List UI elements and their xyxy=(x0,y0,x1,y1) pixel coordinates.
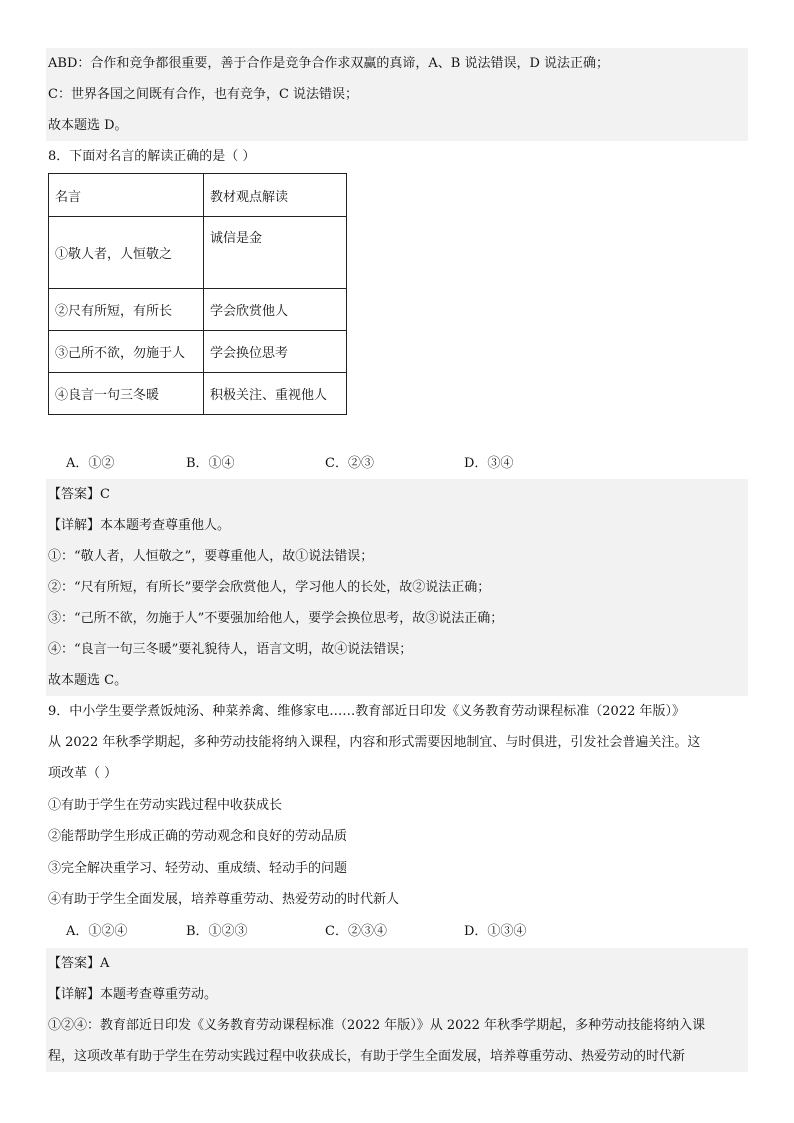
q9-option-b: B．①②③ xyxy=(186,924,248,939)
table-cell-quote: ②尺有所短，有所长 xyxy=(49,289,204,331)
q8-explain-line: ③：“己所不欲，勿施于人”不要强加给他人，要学会换位思考，故③说法正确； xyxy=(48,611,504,626)
q8-option-c: C．②③ xyxy=(325,456,374,471)
q9-options xyxy=(48,916,648,947)
q8-explain-line: ②：“尺有所短，有所长”要学会欣赏他人，学习他人的长处，故②说法正确； xyxy=(48,580,491,595)
q8-options xyxy=(48,448,648,479)
q9-statement: ④有助于学生全面发展，培养尊重劳动、热爱劳动的时代新人 xyxy=(48,892,400,907)
q8-explain-line: ①：“敬人者，人恒敬之”，要尊重他人，故①说法错误； xyxy=(48,549,374,564)
table-cell-interpretation: 学会欣赏他人 xyxy=(204,289,347,331)
q8-option-a: A．①② xyxy=(66,456,115,471)
table-cell-interpretation: 积极关注、重视他人 xyxy=(204,373,347,415)
q8-explain-line: 故本题选 C。 xyxy=(48,673,128,688)
q9-option-d: D．①③④ xyxy=(464,924,527,939)
table-header-row xyxy=(49,174,347,217)
q9-stem-line: 项改革（ ） xyxy=(48,766,118,781)
q8-answer: 【答案】C xyxy=(48,487,110,502)
table-row xyxy=(49,217,347,289)
q7-explain-line-1: ABD：合作和竞争都很重要，善于合作是竞争合作求双赢的真谛，A、B 说法错误，D 说法正确； xyxy=(48,56,609,71)
table-cell-quote: ①敬人者，人恒敬之 xyxy=(49,217,204,289)
q9-option-a: A．①②④ xyxy=(66,924,128,939)
q9-option-c: C．②③④ xyxy=(325,924,387,939)
table-cell-quote: ④良言一句三冬暖 xyxy=(49,373,204,415)
q7-explain-line-3: 故本题选 D。 xyxy=(48,118,128,133)
q8-explain-line: ④：“良言一句三冬暖”要礼貌待人，语言文明，故④说法错误； xyxy=(48,642,413,657)
q9-statement: ①有助于学生在劳动实践过程中收获成长 xyxy=(48,798,283,813)
table-row xyxy=(49,331,347,373)
table-cell-interpretation: 诚信是金 xyxy=(204,217,347,289)
q8-option-b: B．①④ xyxy=(186,456,235,471)
table-cell-quote: ③己所不欲，勿施于人 xyxy=(49,331,204,373)
table-header-interpretation: 教材观点解读 xyxy=(204,174,347,217)
q8-quote-table xyxy=(48,173,347,415)
table-cell-interpretation: 学会换位思考 xyxy=(204,331,347,373)
q8-explain-line: 【详解】本本题考查尊重他人。 xyxy=(48,518,231,533)
q9-answer: 【答案】A xyxy=(48,956,110,971)
q9-statement: ③完全解决重学习、轻劳动、重成绩、轻动手的问题 xyxy=(48,861,348,876)
q9-stem-line: 9．中小学生要学煮饭炖汤、种菜养禽、维修家电……教育部近日印发《义务教育劳动课程标准（2022 年版）》 xyxy=(48,704,685,719)
table-header-quote: 名言 xyxy=(49,174,204,217)
q9-explain-line: 程，这项改革有助于学生在劳动实践过程中收获成长，有助于学生全面发展，培养尊重劳动、热爱劳动的时代新 xyxy=(48,1049,686,1064)
table-row xyxy=(49,289,347,331)
q9-explain-line: 【详解】本题考查尊重劳动。 xyxy=(48,987,218,1002)
q7-explain-line-2: C：世界各国之间既有合作，也有竞争，C 说法错误； xyxy=(48,87,359,102)
q9-statement: ②能帮助学生形成正确的劳动观念和良好的劳动品质 xyxy=(48,829,348,844)
q8-stem: 8．下面对名言的解读正确的是（ ） xyxy=(48,149,256,164)
q9-stem-line: 从 2022 年秋季学期起，多种劳动技能将纳入课程，内容和形式需要因地制宜、与时俱进，引发社会普遍关注。这 xyxy=(48,735,701,750)
table-row xyxy=(49,373,347,415)
q9-explain-line: ①②④：教育部近日印发《义务教育劳动课程标准（2022 年版）》从 2022 年秋季学期起，多种劳动技能将纳入课 xyxy=(48,1018,706,1033)
q8-option-d: D．③④ xyxy=(464,456,514,471)
